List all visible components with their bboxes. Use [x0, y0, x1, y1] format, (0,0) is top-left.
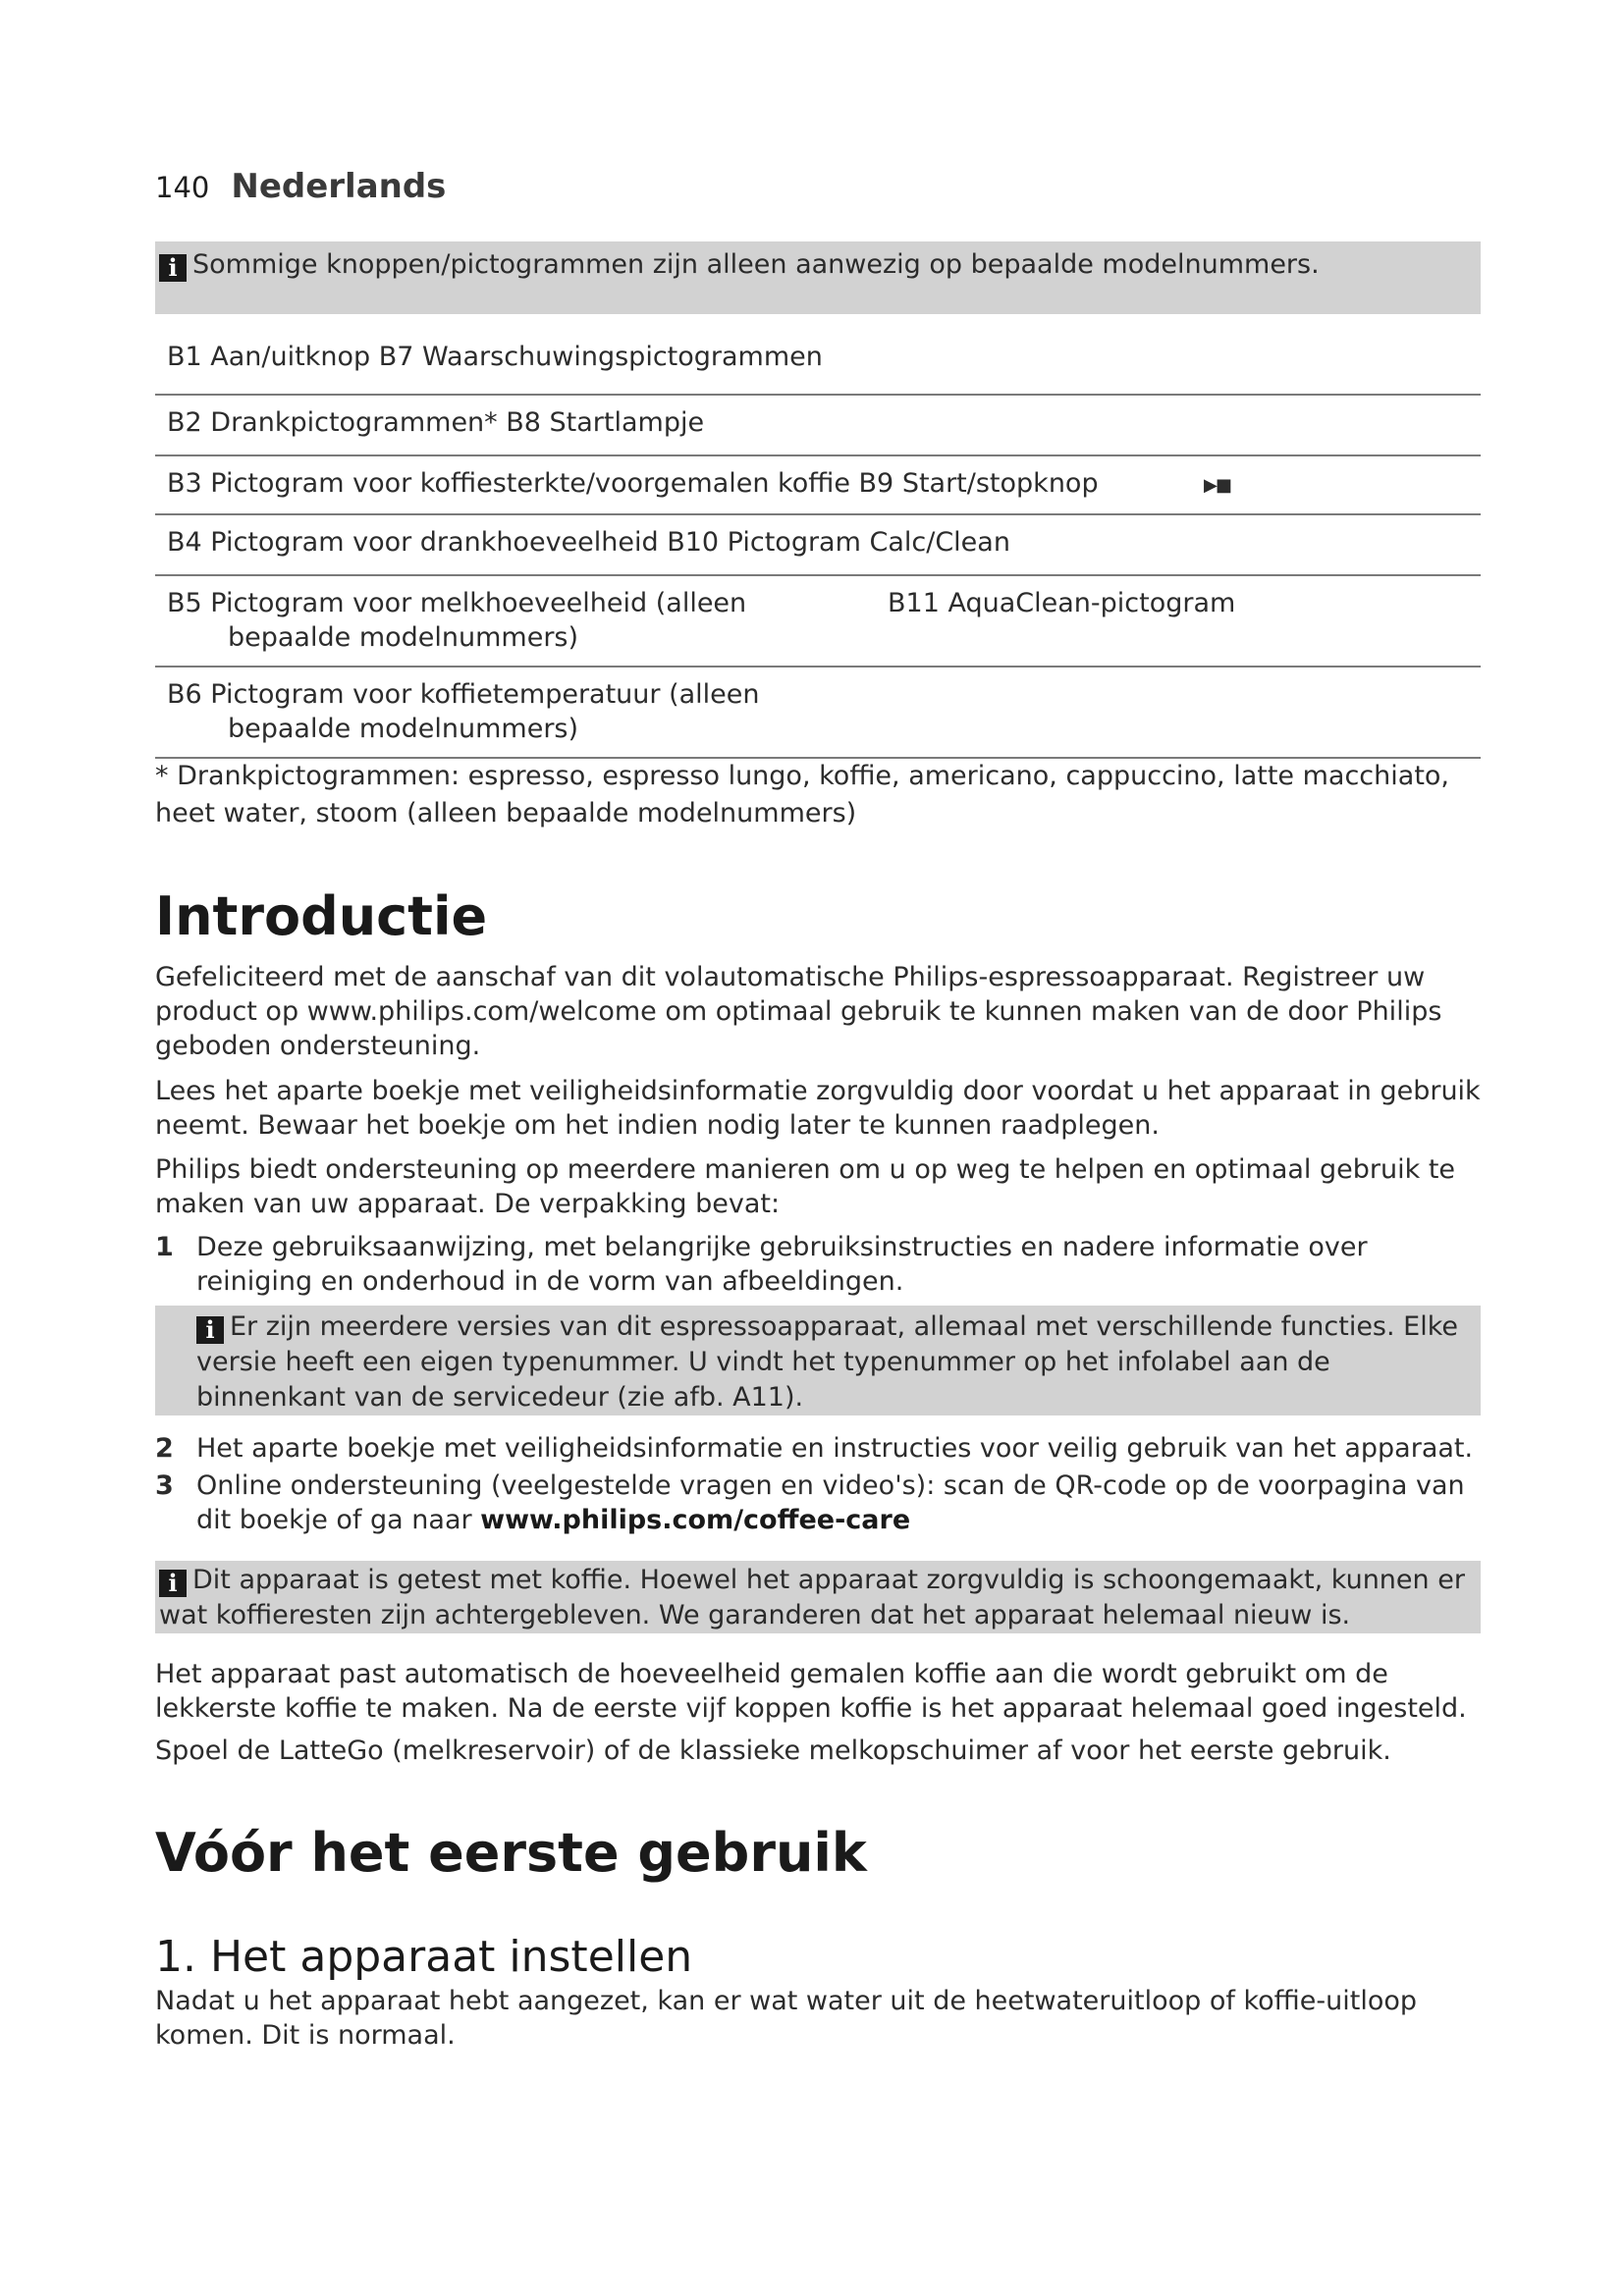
page-header — [155, 167, 446, 206]
info-note-versions — [155, 1306, 1481, 1415]
list-text-main: Online ondersteuning (veelgestelde vragen en video's): scan de QR-code op de voorpagina van dit boekje of ga naar — [196, 1470, 1465, 1535]
table-row — [155, 515, 1481, 576]
table-row — [155, 456, 1481, 515]
table-cell: B5 Pictogram voor melkhoeveelheid (alleen — [167, 588, 747, 618]
table-row — [155, 667, 1481, 759]
list-text: Deze gebruiksaanwijzing, met belangrijke gebruiksinstructies en nadere informatie over reiniging en onderhoud in de vorm van afbeeldingen. — [196, 1232, 1368, 1297]
table-cell: B6 Pictogram voor koffietemperatuur (alleen — [167, 679, 760, 710]
play-stop-icon: ▶■ — [1204, 475, 1230, 496]
paragraph: Het apparaat past automatisch de hoeveelheid gemalen koffie aan die wordt gebruikt om de lekkerste koffie te maken. Na de eerste vijf koppen koffie is het apparaat helemaal goed ingesteld. — [155, 1659, 1467, 1724]
paragraph: Lees het aparte boekje met veiligheidsinformatie zorgvuldig door voordat u het apparaat in gebruik neemt. Bewaar het boekje om het indien nodig later te kunnen raadplegen. — [155, 1076, 1481, 1141]
list-item — [155, 1468, 1481, 1537]
list-text — [196, 1468, 1481, 1537]
info-note-tested — [155, 1561, 1481, 1633]
list-text: Het aparte boekje met veiligheidsinformatie en instructies voor veilig gebruik van het apparaat. — [196, 1433, 1474, 1464]
section-title-before-first-use: Vóór het eerste gebruik — [155, 1822, 867, 1884]
info-note-text: Sommige knoppen/pictogrammen zijn alleen aanwezig op bepaalde modelnummers. — [192, 249, 1320, 280]
table-cell: B4 Pictogram voor drankhoeveelheid B10 Pictogram Calc/Clean — [167, 527, 1010, 558]
info-icon: i — [196, 1316, 224, 1344]
footnote: * Drankpictogrammen: espresso, espresso lungo, koffie, americano, cappuccino, latte macchiato, heet water, stoom (alleen bepaalde modelnummers) — [155, 761, 1450, 828]
button-legend-table — [155, 324, 1481, 759]
list-number: 1 — [155, 1232, 174, 1262]
info-icon: i — [159, 254, 187, 282]
table-row — [155, 576, 1481, 667]
page-language: Nederlands — [231, 167, 447, 206]
table-cell: B2 Drankpictogrammen* B8 Startlampje — [167, 407, 705, 438]
table-cell: B1 Aan/uitknop B7 Waarschuwingspictogrammen — [167, 342, 823, 372]
page-number: 140 — [155, 171, 210, 204]
list-item — [155, 1431, 1481, 1466]
list-item — [155, 1230, 1481, 1299]
paragraph: Gefeliciteerd met de aanschaf van dit volautomatische Philips-espressoapparaat. Registreer uw product op www.philips.com/welcome om optimaal gebruik te kunnen maken van de door Philips geboden ondersteuning. — [155, 962, 1442, 1061]
subsection-title-setup: 1. Het apparaat instellen — [155, 1932, 693, 1982]
list-number: 2 — [155, 1433, 174, 1464]
paragraph: Philips biedt ondersteuning op meerdere manieren om u op weg te helpen en optimaal gebruik te maken van uw apparaat. De verpakking bevat: — [155, 1154, 1456, 1219]
list-number: 3 — [155, 1470, 174, 1501]
table-row — [155, 396, 1481, 456]
info-note-text: Er zijn meerdere versies van dit espressoapparaat, allemaal met verschillende functies. Elke versie heeft een eigen typenummer. U vindt het typenummer op het infolabel aan de binnenkant van de servicedeur (zie afb. A11). — [196, 1311, 1459, 1413]
paragraph: Nadat u het apparaat hebt aangezet, kan er wat water uit de heetwateruitloop of koffie-uitloop komen. Dit is normaal. — [155, 1986, 1417, 2051]
table-cell-col2: B11 AquaClean-pictogram — [888, 588, 1236, 618]
info-note-text: Dit apparaat is getest met koffie. Hoewel het apparaat zorgvuldig is schoongemaakt, kunnen er wat koffieresten zijn achtergebleven. We garanderen dat het apparaat helemaal nieuw is. — [159, 1565, 1465, 1630]
table-cell-continued: bepaalde modelnummers) — [228, 714, 579, 744]
info-note-models — [155, 241, 1481, 314]
coffee-care-link[interactable]: www.philips.com/coffee-care — [480, 1505, 911, 1535]
table-cell: B3 Pictogram voor koffiesterkte/voorgemalen koffie B9 Start/stopknop — [167, 468, 1099, 499]
paragraph: Spoel de LatteGo (melkreservoir) of de klassieke melkopschuimer af voor het eerste gebruik. — [155, 1735, 1391, 1766]
section-title-introduction: Introductie — [155, 885, 488, 947]
table-cell-continued: bepaalde modelnummers) — [228, 622, 579, 653]
table-row — [155, 324, 1481, 396]
info-icon: i — [159, 1570, 187, 1597]
